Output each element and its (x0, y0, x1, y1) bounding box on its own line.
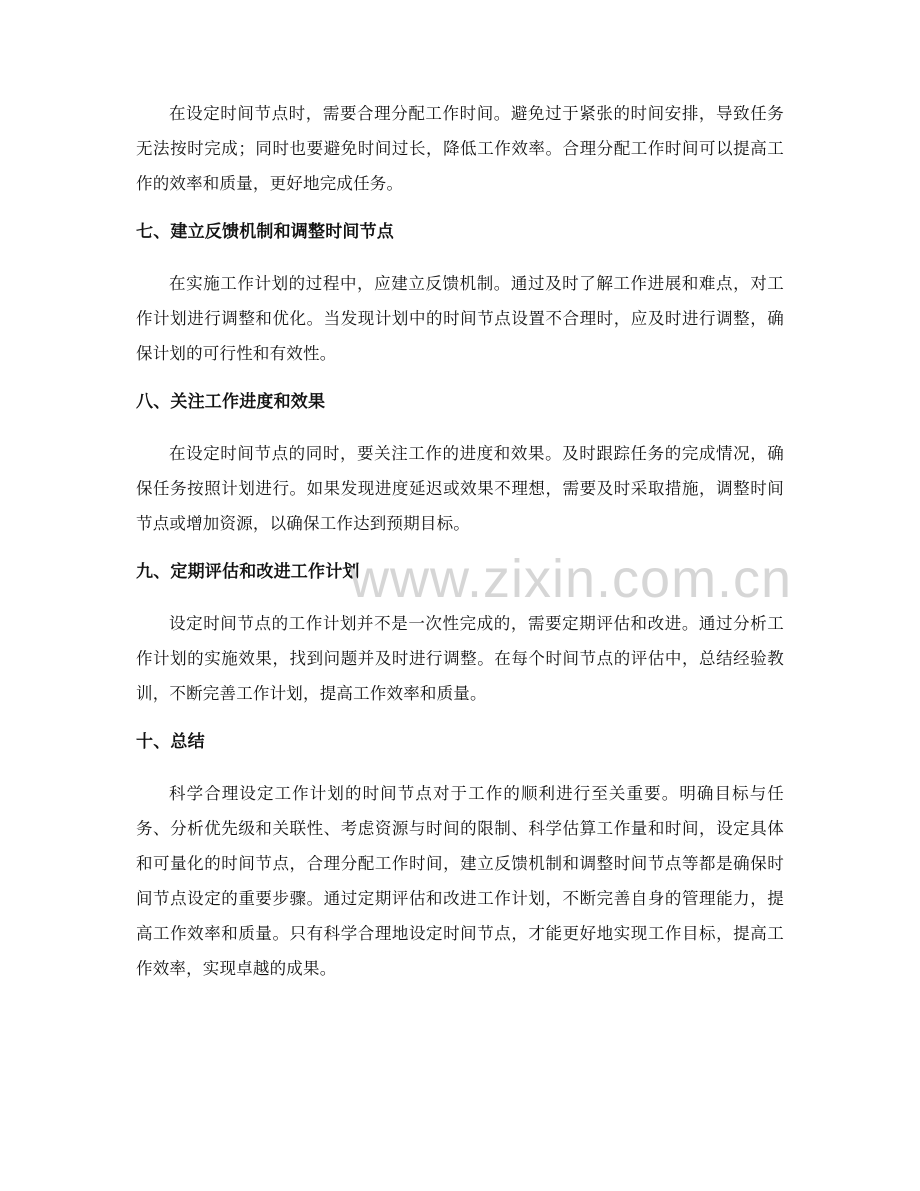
document-body (136, 96, 784, 986)
body-paragraph: 设定时间节点的工作计划并不是一次性完成的，需要定期评估和改进。通过分析工作计划的实施效果，找到问题并及时进行调整。在每个时间节点的评估中，总结经验教训，不断完善工作计划，提高工作效率和质量。 (136, 614, 784, 703)
body-paragraph: 科学合理设定工作计划的时间节点对于工作的顺利进行至关重要。明确目标与任务、分析优先级和关联性、考虑资源与时间的限制、科学估算工作量和时间，设定具体和可量化的时间节点，合理分配工作时间，建立反馈机制和调整时间节点等都是确保时间节点设定的重要步骤。通过定期评估和改进工作计划，不断完善自身的管理能力，提高工作效率和质量。只有科学合理地设定时间节点，才能更好地实现工作目标，提高工作效率，实现卓越的成果。 (136, 784, 784, 978)
body-paragraph: 在设定时间节点的同时，要关注工作的进度和效果。及时跟踪任务的完成情况，确保任务按照计划进行。如果发现进度延迟或效果不理想，需要及时采取措施，调整时间节点或增加资源，以确保工作达到预期目标。 (136, 444, 784, 533)
section-heading-8: 八、关注工作进度和效果 (136, 392, 326, 412)
section-heading-9: 九、定期评估和改进工作计划 (136, 562, 360, 582)
section-heading-7: 七、建立反馈机制和调整时间节点 (136, 222, 394, 242)
body-paragraph: 在设定时间节点时，需要合理分配工作时间。避免过于紧张的时间安排，导致任务无法按时完成；同时也要避免时间过长，降低工作效率。合理分配工作时间可以提高工作的效率和质量，更好地完成任务。 (136, 104, 784, 193)
body-paragraph: 在实施工作计划的过程中，应建立反馈机制。通过及时了解工作进展和难点，对工作计划进行调整和优化。当发现计划中的时间节点设置不合理时，应及时进行调整，确保计划的可行性和有效性。 (136, 274, 784, 363)
section-heading-10: 十、总结 (136, 732, 205, 752)
watermark-text: www.zixin.com.cn (350, 549, 793, 609)
